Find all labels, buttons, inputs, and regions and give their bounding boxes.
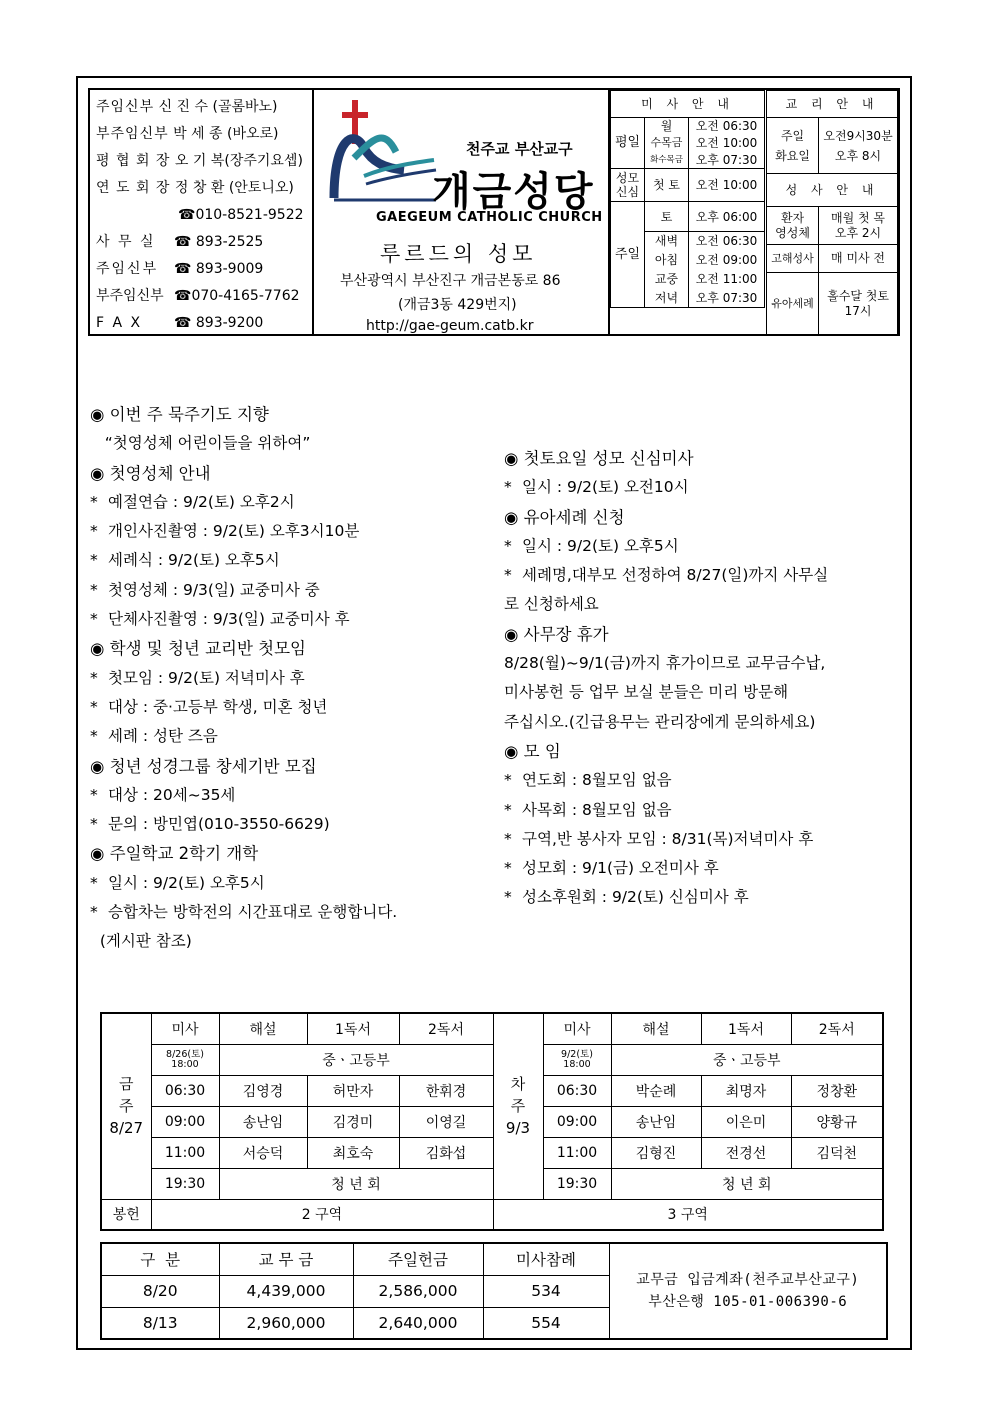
list-item-text: 성소후원회 : 9/2(토) 신심미사 후 xyxy=(522,888,749,907)
phone-number: ☎ 893-2525 xyxy=(174,234,264,250)
person-name: 신 진 수 (골롬바노) xyxy=(158,99,278,115)
commentator: 서승덕 xyxy=(219,1137,307,1168)
list-item-text: 일시 : 9/2(토) 오후5시 xyxy=(108,873,265,892)
notice-heading: ◉ 이번 주 묵주기도 지향 xyxy=(90,405,269,424)
list-item-text: 문의 : 방민엽(010-3550-6629) xyxy=(108,815,330,834)
commentator: 김영경 xyxy=(219,1075,307,1106)
list-item: * 첫영성체 : 9/3(일) 교중미사 중 xyxy=(90,580,320,599)
column-header: 주일헌금 xyxy=(353,1243,483,1275)
table-row xyxy=(101,1137,883,1168)
church-name: 개금성당 xyxy=(432,169,595,215)
notice-heading: ◉ 학생 및 청년 교리반 첫모임 xyxy=(90,639,306,659)
list-item-text: 예절연습 : 9/2(토) 오후2시 xyxy=(108,492,295,511)
diocese-name: 천주교 부산교구 xyxy=(466,140,573,158)
dues-amount: 4,439,000 xyxy=(219,1275,353,1307)
sacrament-value: 홀수달 첫토 17시 xyxy=(819,273,898,335)
sacrament-value: 매월 첫 목 오후 2시 xyxy=(819,207,898,245)
account-number: 부산은행 105-01-006390-6 xyxy=(648,1294,848,1310)
attendance-count: 554 xyxy=(483,1307,609,1339)
commentator: 박순례 xyxy=(611,1075,701,1106)
finance-date: 8/13 xyxy=(101,1307,219,1339)
second-reader: 한휘경 xyxy=(399,1075,493,1106)
phone-row xyxy=(96,283,312,310)
list-item: * 구역,반 봉사자 모임 : 8/31(목)저녁미사 후 xyxy=(504,829,814,848)
mass-time: 06:30 xyxy=(151,1075,219,1106)
weekday-day: 수목금 xyxy=(645,135,689,152)
notices-right xyxy=(504,444,904,913)
sacrament-label: 유아세례 xyxy=(767,273,819,335)
notice-text: 로 신청하세요 xyxy=(504,595,599,614)
notices-left xyxy=(90,400,490,957)
list-item-text: 사목회 : 8월모임 없음 xyxy=(522,800,672,819)
next-week-label: 차 주 9/3 xyxy=(493,1013,543,1199)
list-item: * 승합차는 방학전의 시간표대로 운행합니다. xyxy=(90,903,398,922)
group-name: 청 년 회 xyxy=(611,1168,883,1199)
list-item: * 사목회 : 8월모임 없음 xyxy=(504,800,672,819)
list-item: * 일시 : 9/2(토) 오후5시 xyxy=(90,873,265,892)
marian-label: 성모 신심 xyxy=(611,169,645,202)
mass-time: 11:00 xyxy=(543,1137,611,1168)
sunday-part: 아침 xyxy=(645,251,689,270)
marian-day: 첫 토 xyxy=(645,169,689,202)
sacrament-title: 성 사 안 내 xyxy=(767,174,898,207)
mass-time: 09:00 xyxy=(543,1106,611,1137)
person-name: 오 기 복(장주기요셉) xyxy=(174,153,303,169)
list-item: * 연도회 : 8월모임 없음 xyxy=(504,771,672,790)
list-item: * 성소후원회 : 9/2(토) 신심미사 후 xyxy=(504,888,749,907)
column-header: 2독서 xyxy=(791,1013,883,1044)
list-item: * 단체사진촬영 : 9/3(일) 교중미사 후 xyxy=(90,610,350,629)
role-label: 연 도 회 장 xyxy=(96,180,171,196)
dues-amount: 2,960,000 xyxy=(219,1307,353,1339)
finance-date: 8/20 xyxy=(101,1275,219,1307)
service-district: 2 구역 xyxy=(151,1199,493,1230)
list-item: * 첫모임 : 9/2(토) 저녁미사 후 xyxy=(90,668,305,687)
mass-time: 오전 10:00 xyxy=(689,169,765,202)
contact-row xyxy=(96,94,312,121)
list-item-text: 세례식 : 9/2(토) 오후5시 xyxy=(108,551,280,570)
list-item-text: 첫영성체 : 9/3(일) 교중미사 중 xyxy=(108,580,320,599)
notice-text: “첫영성체 어린이들을 위하여” xyxy=(90,434,311,453)
first-reader: 이은미 xyxy=(701,1106,791,1137)
offering-amount: 2,640,000 xyxy=(353,1307,483,1339)
phone-row xyxy=(96,256,312,283)
mass-time: 오전 06:30 xyxy=(689,118,765,135)
column-header: 교 무 금 xyxy=(219,1243,353,1275)
commentator: 김형진 xyxy=(611,1137,701,1168)
list-item-text: 세례명,대부모 선정하여 8/27(일)까지 사무실 xyxy=(522,566,829,585)
list-item: * 일시 : 9/2(토) 오전10시 xyxy=(504,478,689,497)
list-item-text: 단체사진촬영 : 9/3(일) 교중미사 후 xyxy=(108,610,350,629)
role-label: 부주임신부 xyxy=(96,126,169,142)
notice-heading: ◉ 첫토요일 성모 신심미사 xyxy=(504,449,694,468)
column-header: 1독서 xyxy=(701,1013,791,1044)
column-header: 구 분 xyxy=(101,1243,219,1275)
doctrine-title: 교 리 안 내 xyxy=(767,91,898,118)
notice-text: 미사봉헌 등 업무 보실 분들은 미리 방문해 xyxy=(504,683,789,702)
list-item-text: 대상 : 20세~35세 xyxy=(108,785,236,804)
doctrine-sacrament-table xyxy=(766,90,898,335)
table-row xyxy=(101,1106,883,1137)
commentator: 송난임 xyxy=(611,1106,701,1137)
role-label: 주임신부 xyxy=(96,99,155,115)
mass-time: 오전 10:00 xyxy=(689,135,765,152)
first-reader: 김경미 xyxy=(307,1106,399,1137)
list-item: * 개인사진촬영 : 9/2(토) 오후3시10분 xyxy=(90,522,360,541)
notice-heading: ◉ 주일학교 2학기 개학 xyxy=(90,844,259,864)
sacrament-label: 환자 영성체 xyxy=(767,207,819,245)
list-item: * 예절연습 : 9/2(토) 오후2시 xyxy=(90,492,295,511)
column-header: 2독서 xyxy=(399,1013,493,1044)
group-name: 청 년 회 xyxy=(219,1168,493,1199)
phone-row xyxy=(96,310,312,337)
notice-heading: ◉ 모 임 xyxy=(504,741,561,761)
shrine-title: 루르드의 성모 xyxy=(380,242,537,266)
weekday-day: 화수목금 xyxy=(645,152,689,169)
mass-time: 09:00 xyxy=(151,1106,219,1137)
mass-time: 19:30 xyxy=(151,1168,219,1199)
duty-roster-table xyxy=(100,1012,884,1231)
mass-time: 오전 06:30 xyxy=(689,232,765,251)
mass-time: 오후 06:00 xyxy=(689,202,765,232)
church-identity xyxy=(314,90,610,334)
weekday-day: 월 xyxy=(645,118,689,135)
list-item: * 일시 : 9/2(토) 오후5시 xyxy=(504,536,679,555)
phone-number: ☎ 893-9009 xyxy=(174,261,264,277)
list-item-text: 일시 : 9/2(토) 오후5시 xyxy=(522,536,679,555)
first-reader: 전경선 xyxy=(701,1137,791,1168)
list-item: * 세례명,대부모 선정하여 8/27(일)까지 사무실 xyxy=(504,566,829,585)
list-item-text: 첫모임 : 9/2(토) 저녁미사 후 xyxy=(108,668,305,687)
mass-time: 06:30 xyxy=(543,1075,611,1106)
list-item: * 문의 : 방민엽(010-3550-6629) xyxy=(90,815,330,834)
account-title: 교무금 입금계좌(천주교부산교구) xyxy=(636,1272,860,1288)
sunday-part: 저녁 xyxy=(645,289,689,308)
saturday-mass-time: 9/2(토) 18:00 xyxy=(543,1044,611,1075)
list-item: * 세례식 : 9/2(토) 오후5시 xyxy=(90,551,280,570)
mass-time: 오후 07:30 xyxy=(689,152,765,169)
website-link[interactable]: http://gae-geum.catb.kr xyxy=(366,318,534,334)
column-header: 해설 xyxy=(611,1013,701,1044)
sunday-part: 교중 xyxy=(645,270,689,289)
phone-label: F A X xyxy=(96,315,143,331)
weekday-label: 평일 xyxy=(611,118,645,169)
group-name: 중ㆍ고등부 xyxy=(219,1044,493,1075)
list-item-text: 연도회 : 8월모임 없음 xyxy=(522,771,672,790)
list-item-text: 승합차는 방학전의 시간표대로 운행합니다. xyxy=(108,903,398,922)
first-reader: 최호숙 xyxy=(307,1137,399,1168)
second-reader: 정창환 xyxy=(791,1075,883,1106)
service-label: 봉헌 xyxy=(101,1199,151,1230)
contact-row xyxy=(96,148,312,175)
phone-label: 부주임신부 xyxy=(96,288,164,304)
contact-row xyxy=(96,175,312,202)
notice-heading: ◉ 유아세례 신청 xyxy=(504,507,625,527)
bank-account-info xyxy=(609,1243,887,1339)
column-header: 1독서 xyxy=(307,1013,399,1044)
mass-title: 미 사 안 내 xyxy=(611,91,765,118)
sacrament-label: 고해성사 xyxy=(767,245,819,273)
list-item: * 성모회 : 9/1(금) 오전미사 후 xyxy=(504,859,719,878)
mass-time: 오후 07:30 xyxy=(689,289,765,308)
doctrine-times: 오전9시30분 오후 8시 xyxy=(819,118,898,174)
saturday-day: 토 xyxy=(645,202,689,232)
finance-table xyxy=(100,1242,888,1340)
notice-text: 8/28(월)~9/1(금)까지 휴가이므로 교무금수납, xyxy=(504,654,826,673)
doctrine-days: 주일 화요일 xyxy=(767,118,819,174)
mass-time: 오전 09:00 xyxy=(689,251,765,270)
commentator: 송난임 xyxy=(219,1106,307,1137)
phone-row xyxy=(96,229,312,256)
second-reader: 김덕천 xyxy=(791,1137,883,1168)
column-header: 미사 xyxy=(151,1013,219,1044)
column-header: 미사 xyxy=(543,1013,611,1044)
second-reader: 김화섭 xyxy=(399,1137,493,1168)
group-name: 중ㆍ고등부 xyxy=(611,1044,883,1075)
list-item: * 세례 : 성탄 즈음 xyxy=(90,727,218,746)
mobile-row: ☎010-8521-9522 xyxy=(178,207,304,223)
notice-heading: ◉ 사무장 휴가 xyxy=(504,624,609,644)
person-name: 정 창 환 (안토니오) xyxy=(174,180,294,196)
first-reader: 최명자 xyxy=(701,1075,791,1106)
table-row xyxy=(101,1075,883,1106)
sunday-part: 새벽 xyxy=(645,232,689,251)
mass-schedule-table xyxy=(610,90,765,308)
second-reader: 이영길 xyxy=(399,1106,493,1137)
notice-heading: ◉ 청년 성경그룹 창세기반 모집 xyxy=(90,756,317,776)
church-logo-icon xyxy=(324,98,444,208)
contacts-panel xyxy=(90,90,314,334)
list-item: * 대상 : 20세~35세 xyxy=(90,785,236,804)
phone-number: ☎ 893-9200 xyxy=(174,315,264,331)
list-item-text: 일시 : 9/2(토) 오전10시 xyxy=(522,478,689,497)
phone-number: ☎070-4165-7762 xyxy=(174,288,300,304)
role-label: 평 협 회 장 xyxy=(96,153,171,169)
mass-time: 19:30 xyxy=(543,1168,611,1199)
attendance-count: 534 xyxy=(483,1275,609,1307)
first-reader: 허만자 xyxy=(307,1075,399,1106)
address-detail: (개금3동 429번지) xyxy=(398,297,517,313)
list-item-text: 개인사진촬영 : 9/2(토) 오후3시10분 xyxy=(108,522,360,541)
list-item: * 대상 : 중·고등부 학생, 미혼 청년 xyxy=(90,697,328,716)
list-item-text: 대상 : 중·고등부 학생, 미혼 청년 xyxy=(108,697,328,716)
this-week-label: 금 주 8/27 xyxy=(101,1013,151,1199)
list-item-text: 구역,반 봉사자 모임 : 8/31(목)저녁미사 후 xyxy=(522,829,814,848)
person-name: 박 세 종 (바오로) xyxy=(173,126,279,142)
column-header: 미사참례 xyxy=(483,1243,609,1275)
sacrament-value: 매 미사 전 xyxy=(819,245,898,273)
second-reader: 양황규 xyxy=(791,1106,883,1137)
column-header: 해설 xyxy=(219,1013,307,1044)
list-item-text: 세례 : 성탄 즈음 xyxy=(108,727,218,746)
address-line: 부산광역시 부산진구 개금본동로 86 xyxy=(340,273,561,289)
phone-label: 주임신부 xyxy=(96,261,159,277)
church-name-en: GAEGEUM CATHOLIC CHURCH xyxy=(376,210,603,225)
contact-row xyxy=(96,121,312,148)
service-district: 3 구역 xyxy=(493,1199,883,1230)
sunday-label: 주일 xyxy=(611,202,645,308)
bulletin-header xyxy=(88,88,900,336)
notice-text: 주십시오.(긴급용무는 관리장에게 문의하세요) xyxy=(504,712,816,731)
list-item-text: 성모회 : 9/1(금) 오전미사 후 xyxy=(522,859,719,878)
phone-label: 사 무 실 xyxy=(96,234,156,250)
mass-time: 오전 11:00 xyxy=(689,270,765,289)
notice-heading: ◉ 첫영성체 안내 xyxy=(90,463,211,483)
notice-text: (게시판 참조) xyxy=(90,932,192,951)
mass-time: 11:00 xyxy=(151,1137,219,1168)
offering-amount: 2,586,000 xyxy=(353,1275,483,1307)
saturday-mass-time: 8/26(토) 18:00 xyxy=(151,1044,219,1075)
